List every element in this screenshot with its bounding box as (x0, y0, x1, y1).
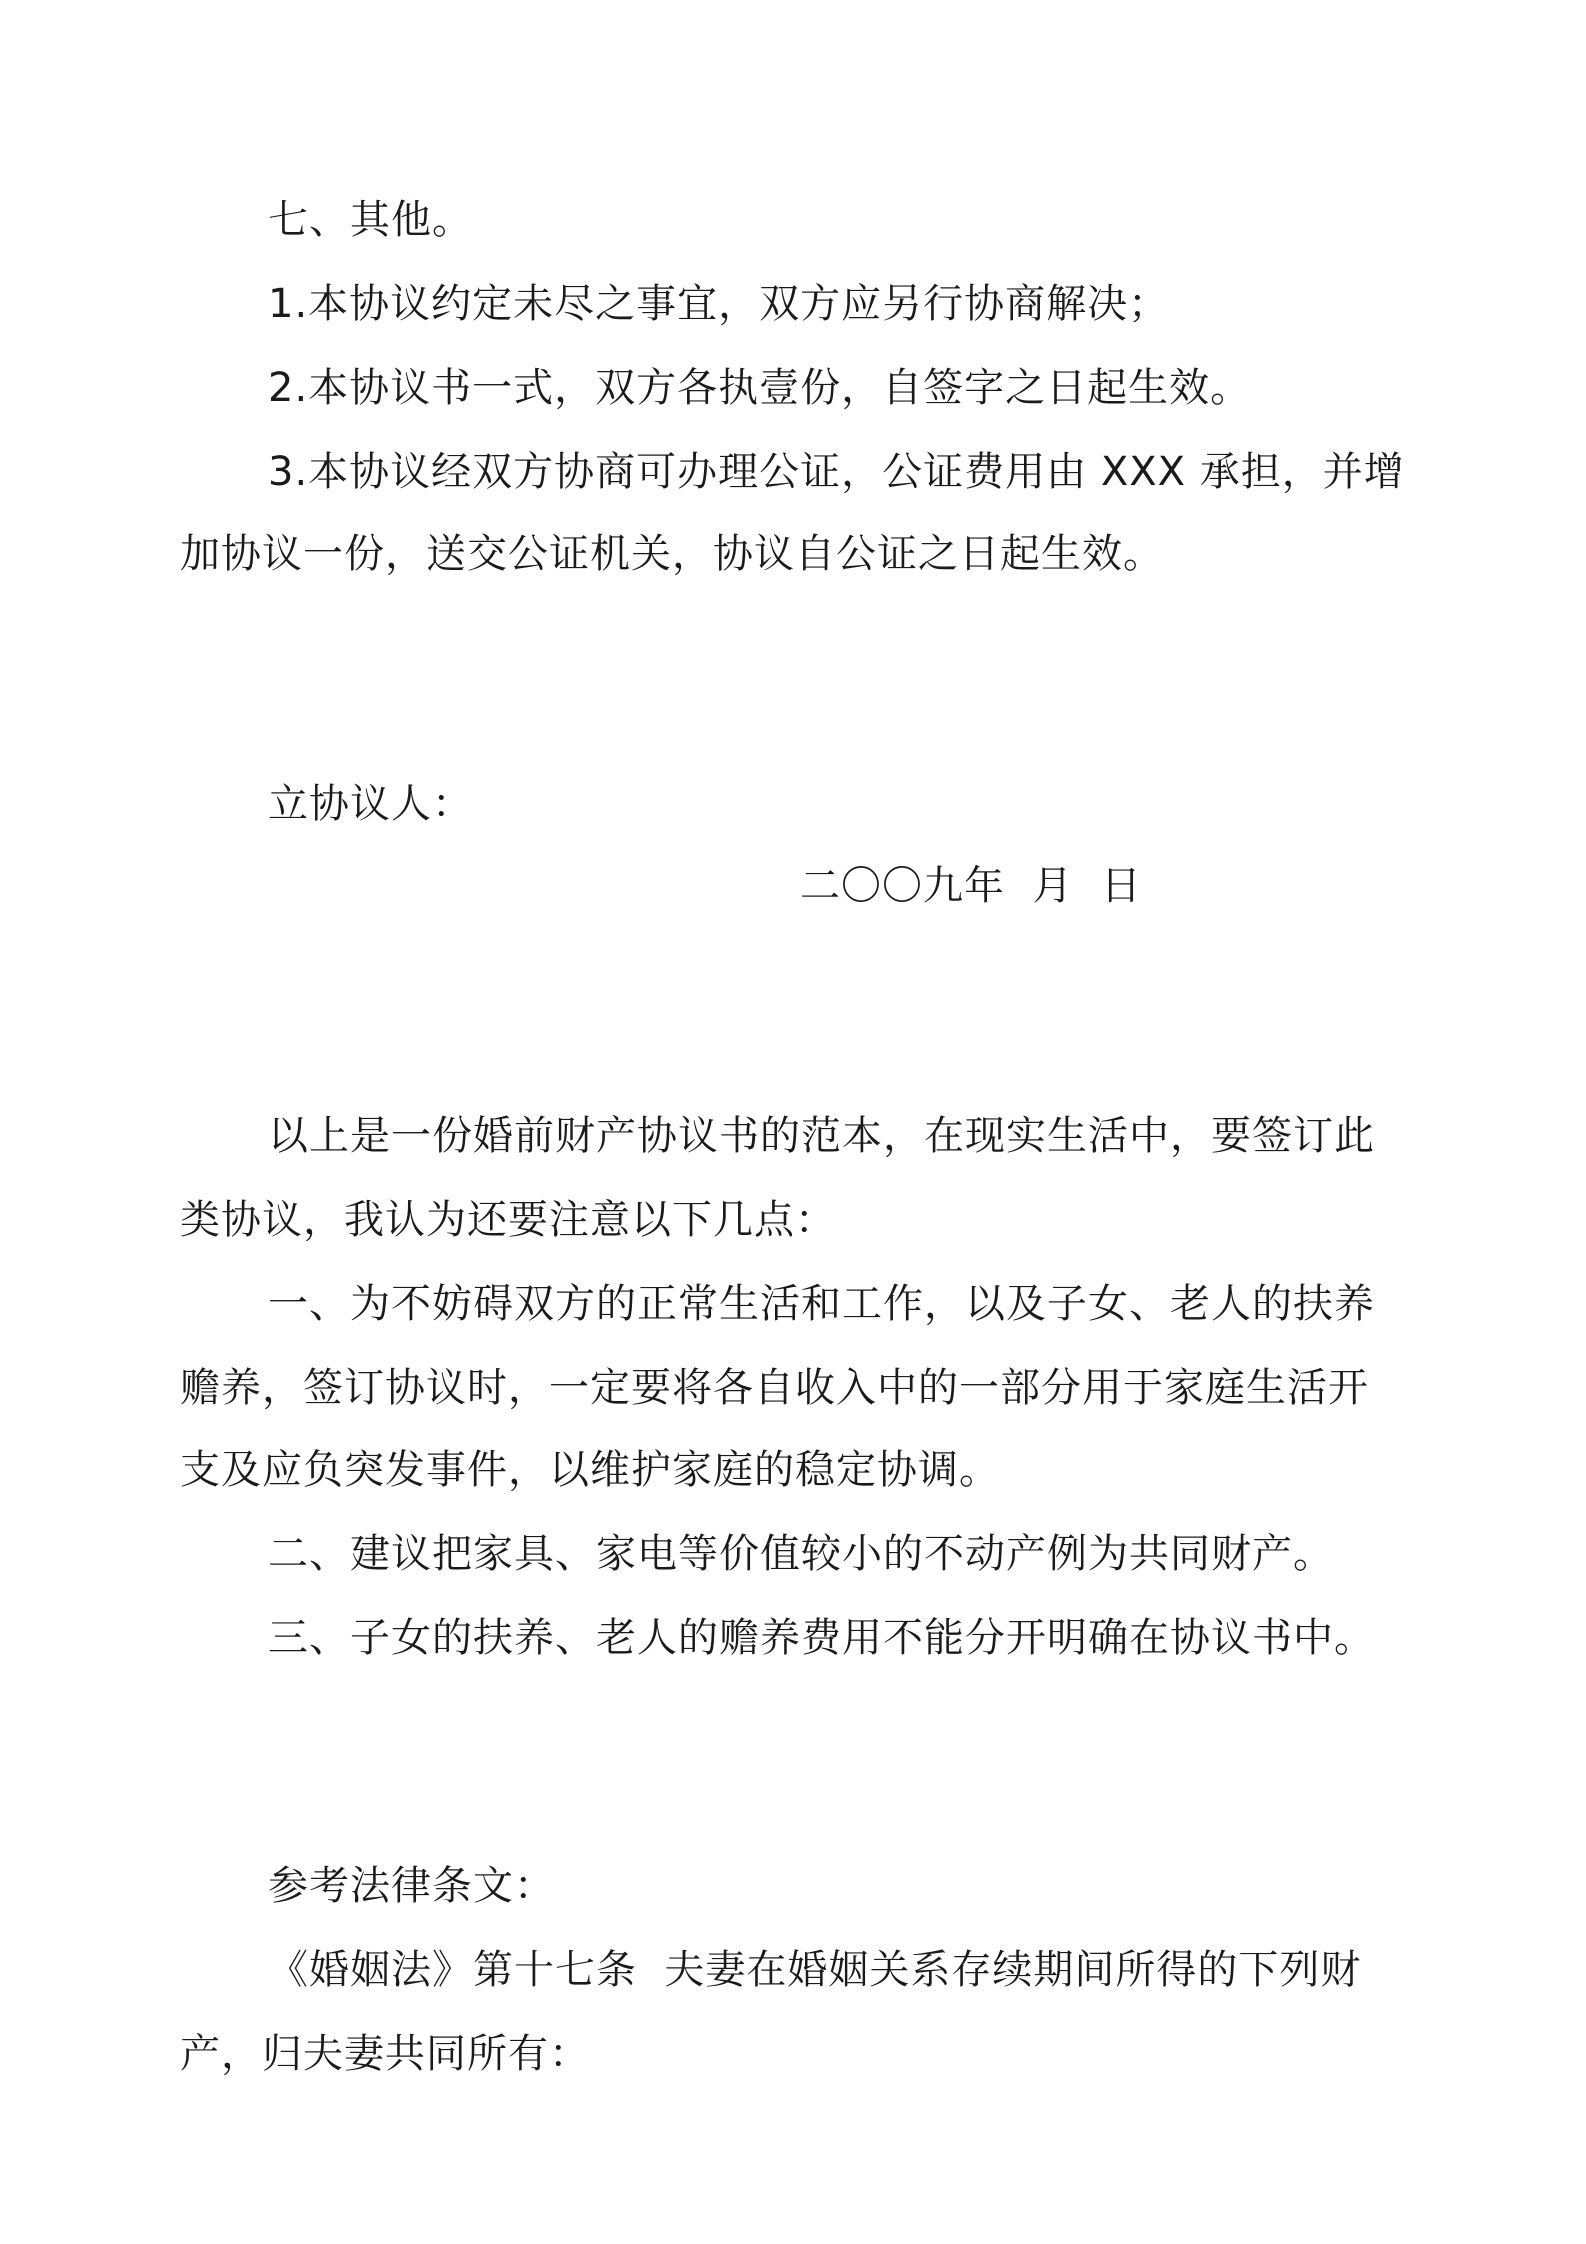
clause-item-3-line-2: 加协议一份，送交公证机关，协议自公证之日起生效。 (180, 531, 1164, 577)
notes-point-1-line-2: 赡养，签订协议时，一定要将各自收入中的一部分用于家庭生活开 (180, 1365, 1369, 1411)
legal-article-line-1: 《婚姻法》第十七条 夫妻在婚姻关系存续期间所得的下列财 (268, 1947, 1362, 1993)
clause-item-1: 1.本协议约定未尽之事宜，双方应另行协商解决； (268, 281, 1170, 327)
signature-party-label: 立协议人： (268, 781, 473, 827)
notes-point-1-line-3: 支及应负突发事件，以维护家庭的稳定协调。 (180, 1447, 1000, 1493)
legal-article-line-2: 产，归夫妻共同所有： (180, 2031, 590, 2077)
signature-date: 二〇〇九年 月 日 (800, 863, 1142, 909)
legal-reference-heading: 参考法律条文： (268, 1863, 555, 1909)
notes-intro-line-1: 以上是一份婚前财产协议书的范本，在现实生活中，要签订此 (268, 1113, 1375, 1159)
notes-point-3: 三、子女的扶养、老人的赡养费用不能分开明确在协议书中。 (268, 1615, 1375, 1661)
notes-point-1-line-1: 一、为不妨碍双方的正常生活和工作，以及子女、老人的扶养 (268, 1281, 1375, 1327)
section-heading-other: 七、其他。 (268, 197, 473, 243)
clause-item-2: 2.本协议书一式，双方各执壹份，自签字之日起生效。 (268, 365, 1252, 411)
notes-point-2: 二、建议把家具、家电等价值较小的不动产例为共同财产。 (268, 1531, 1334, 1577)
clause-item-3-line-1: 3.本协议经双方协商可办理公证，公证费用由 XXX 承担，并增 (268, 449, 1405, 495)
notes-intro-line-2: 类协议，我认为还要注意以下几点： (180, 1197, 836, 1243)
